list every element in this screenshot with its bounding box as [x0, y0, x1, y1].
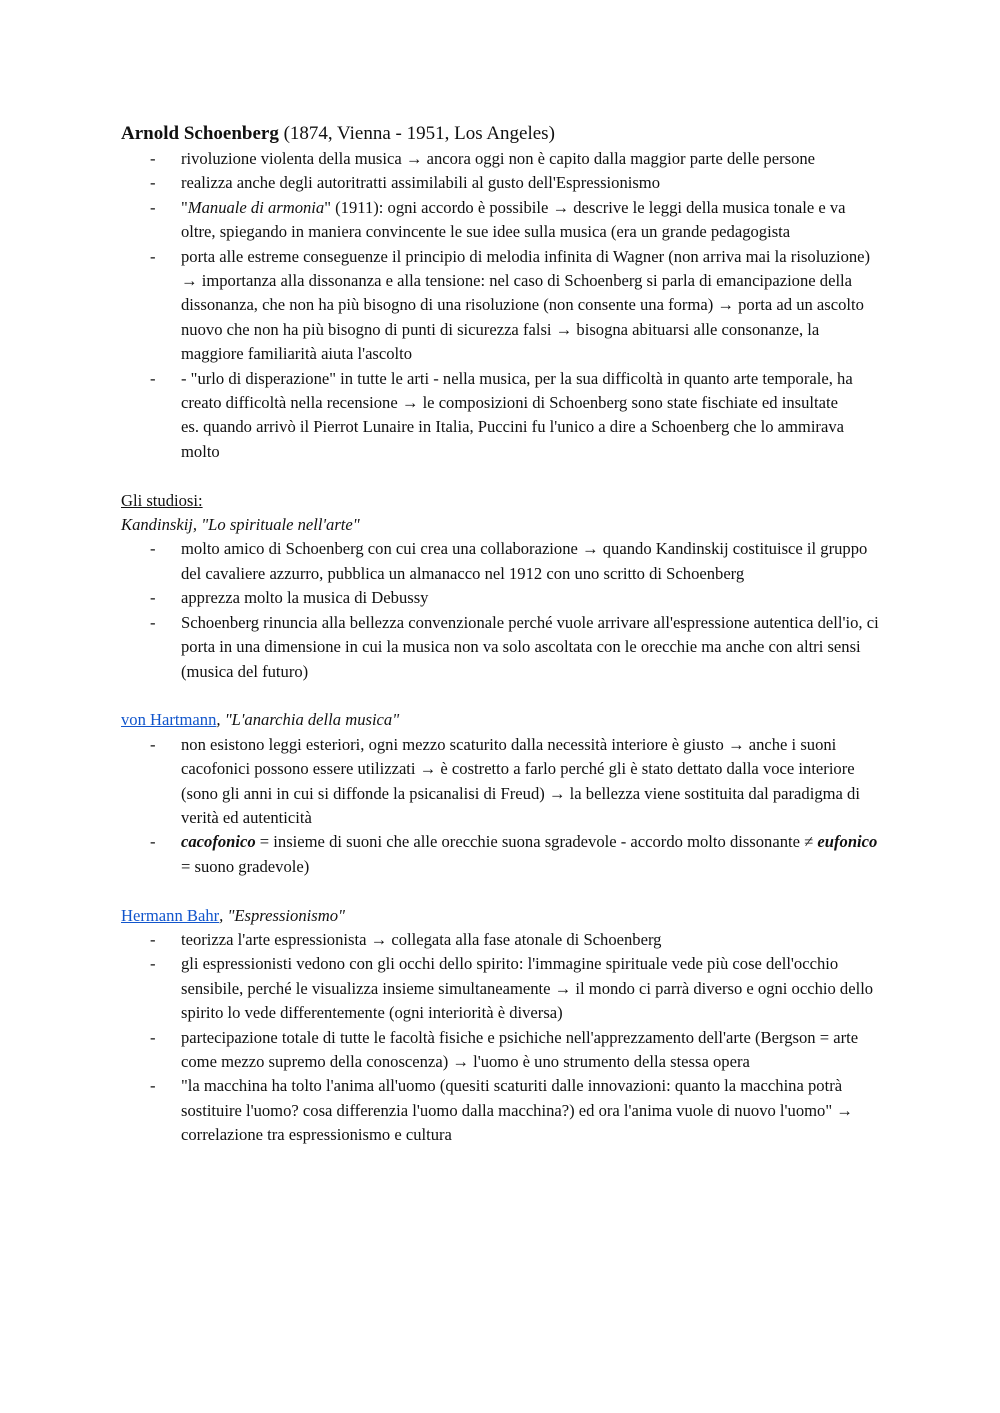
dash-bullet: - [150, 173, 156, 193]
kandinskij-list [121, 537, 881, 683]
dash-bullet: - [150, 734, 156, 754]
list-item: - teorizza l'arte espressionista → collegata alla fase atonale di Schoenberg [121, 928, 881, 952]
list-item: - partecipazione totale di tutte le facoltà fisiche e psichiche nell'apprezzamento dell'arte (Bergson = arte come mezzo supremo della conoscenza) → l'uomo è uno strumento della stessa opera [150, 1027, 859, 1071]
document-content [121, 121, 881, 1148]
list-item: - apprezza molto la musica di Debussy [121, 586, 881, 610]
bahr-link[interactable]: Hermann Bahr [121, 905, 220, 925]
bahr-title: Hermann Bahr, "Espressionismo" [121, 905, 345, 925]
list-item: - rivoluzione violenta della musica → ancora oggi non è capito dalla maggior parte delle persone [121, 147, 881, 171]
list-item: - molto amico di Schoenberg con cui crea una collaborazione → quando Kandinskij costituisce il gruppo del cavaliere azzurro, pubblica un almanacco nel 1912 con uno scritto di Schoenberg [150, 539, 868, 583]
list-item: - gli espressionisti vedono con gli occhi dello spirito: l'immagine spirituale vede più cose dell'occhio sensibile, perché le visualizza insieme simultaneamente → il mondo ci parrà diverso e ogni occhio dello spirito lo vede differentemente (ogni interiorità è diversa) [150, 954, 874, 1023]
dash-bullet: - [150, 368, 156, 388]
hartmann-list [121, 733, 881, 879]
schoenberg-list [121, 147, 881, 464]
dash-bullet: - [150, 197, 156, 217]
dash-bullet: - [150, 954, 156, 974]
studiosi-label: Gli studiosi: [121, 490, 203, 510]
kandinskij-title: Kandinskij, "Lo spirituale nell'arte" [121, 515, 360, 535]
book-title: Manuale di armonia [187, 197, 325, 217]
dash-bullet: - [150, 612, 156, 632]
hartmann-link[interactable]: von Hartmann [121, 710, 217, 730]
dash-bullet: - [150, 1027, 156, 1047]
schoenberg-name: Arnold Schoenberg [121, 123, 279, 144]
list-item: - porta alle estreme conseguenze il principio di melodia infinita di Wagner (non arriva mai la risoluzione) → importanza alla dissonanza e alla tensione: nel caso di Schoenberg si parla di emancipazione della dissonanza, che non ha più bisogno di una risoluzione (non consente una forma) → porta ad un ascolto nuovo che non ha più bisogno di punti di sicurezza falsi → bisogna abituarsi alle consonanze, la maggiore familiarità aiuta l'ascolto [150, 246, 871, 364]
dash-bullet: - [150, 539, 156, 559]
list-item: - "Manuale di armonia" (1911): ogni accordo è possibile → descrive le leggi della musica tonale e va oltre, spiegando in maniera convincente le sue idee sulla musica (era un grande pedagogista [150, 197, 846, 242]
schoenberg-heading [121, 121, 881, 147]
dash-bullet: - [150, 149, 156, 168]
dash-bullet: - [150, 246, 156, 266]
list-item: - cacofonico = insieme di suoni che alle orecchie suona sgradevole - accordo molto dissonante ≠ eufonico = suono gradevole) [150, 832, 878, 876]
dash-bullet: - [150, 832, 156, 852]
bahr-list [121, 928, 881, 1148]
list-item: - - "urlo di disperazione" in tutte le arti - nella musica, per la sua difficoltà in quanto arte temporale, ha creato difficoltà nella recensione → le composizioni di Schoenberg sono state fischiate ed insultate es. quando arrivò il Pierrot Lunaire in Italia, Puccini fu l'unico a dire a Schoenberg che lo ammirava molto [150, 368, 853, 461]
term-cacofonico: cacofonico [181, 832, 256, 852]
dash-bullet: - [150, 588, 156, 608]
term-eufonico: eufonico [817, 832, 878, 852]
list-item: - Schoenberg rinuncia alla bellezza convenzionale perché vuole arrivare all'espressione autentica dell'io, ci porta in una dimensione in cui la musica non va solo ascoltata con le orecchie ma anche con altri sensi (musica del futuro) [150, 612, 879, 681]
dash-bullet: - [150, 929, 156, 949]
example-note: es. quando arrivò il Pierrot Lunaire in Italia, Puccini fu l'unico a dire a Schoenberg che lo ammirava molto [181, 417, 844, 461]
list-item: - realizza anche degli autoritratti assimilabili al gusto dell'Espressionismo [121, 171, 881, 195]
schoenberg-dates: (1874, Vienna - 1951, Los Angeles) [278, 123, 555, 144]
dash-bullet: - [150, 1076, 156, 1096]
hartmann-title: von Hartmann, "L'anarchia della musica" [121, 710, 400, 730]
list-item: - "la macchina ha tolto l'anima all'uomo (quesiti scaturiti dalle innovazioni: quanto la macchina potrà sostituire l'uomo? cosa differenzia l'uomo dalla macchina?) ed ora l'anima vuole di nuovo l'uomo" → correlazione tra espressionismo e cultura [150, 1076, 853, 1145]
list-item: - non esistono leggi esteriori, ogni mezzo scaturito dalla necessità interiore è giusto → anche i suoni cacofonici possono essere utilizzati → è costretto a farlo perché gli è stato dettato dalla voce interiore (sono gli anni in cui si diffonde la psicanalisi di Freud) → la bellezza viene sostituita dal paradigma di verità ed autenticità [150, 734, 860, 827]
